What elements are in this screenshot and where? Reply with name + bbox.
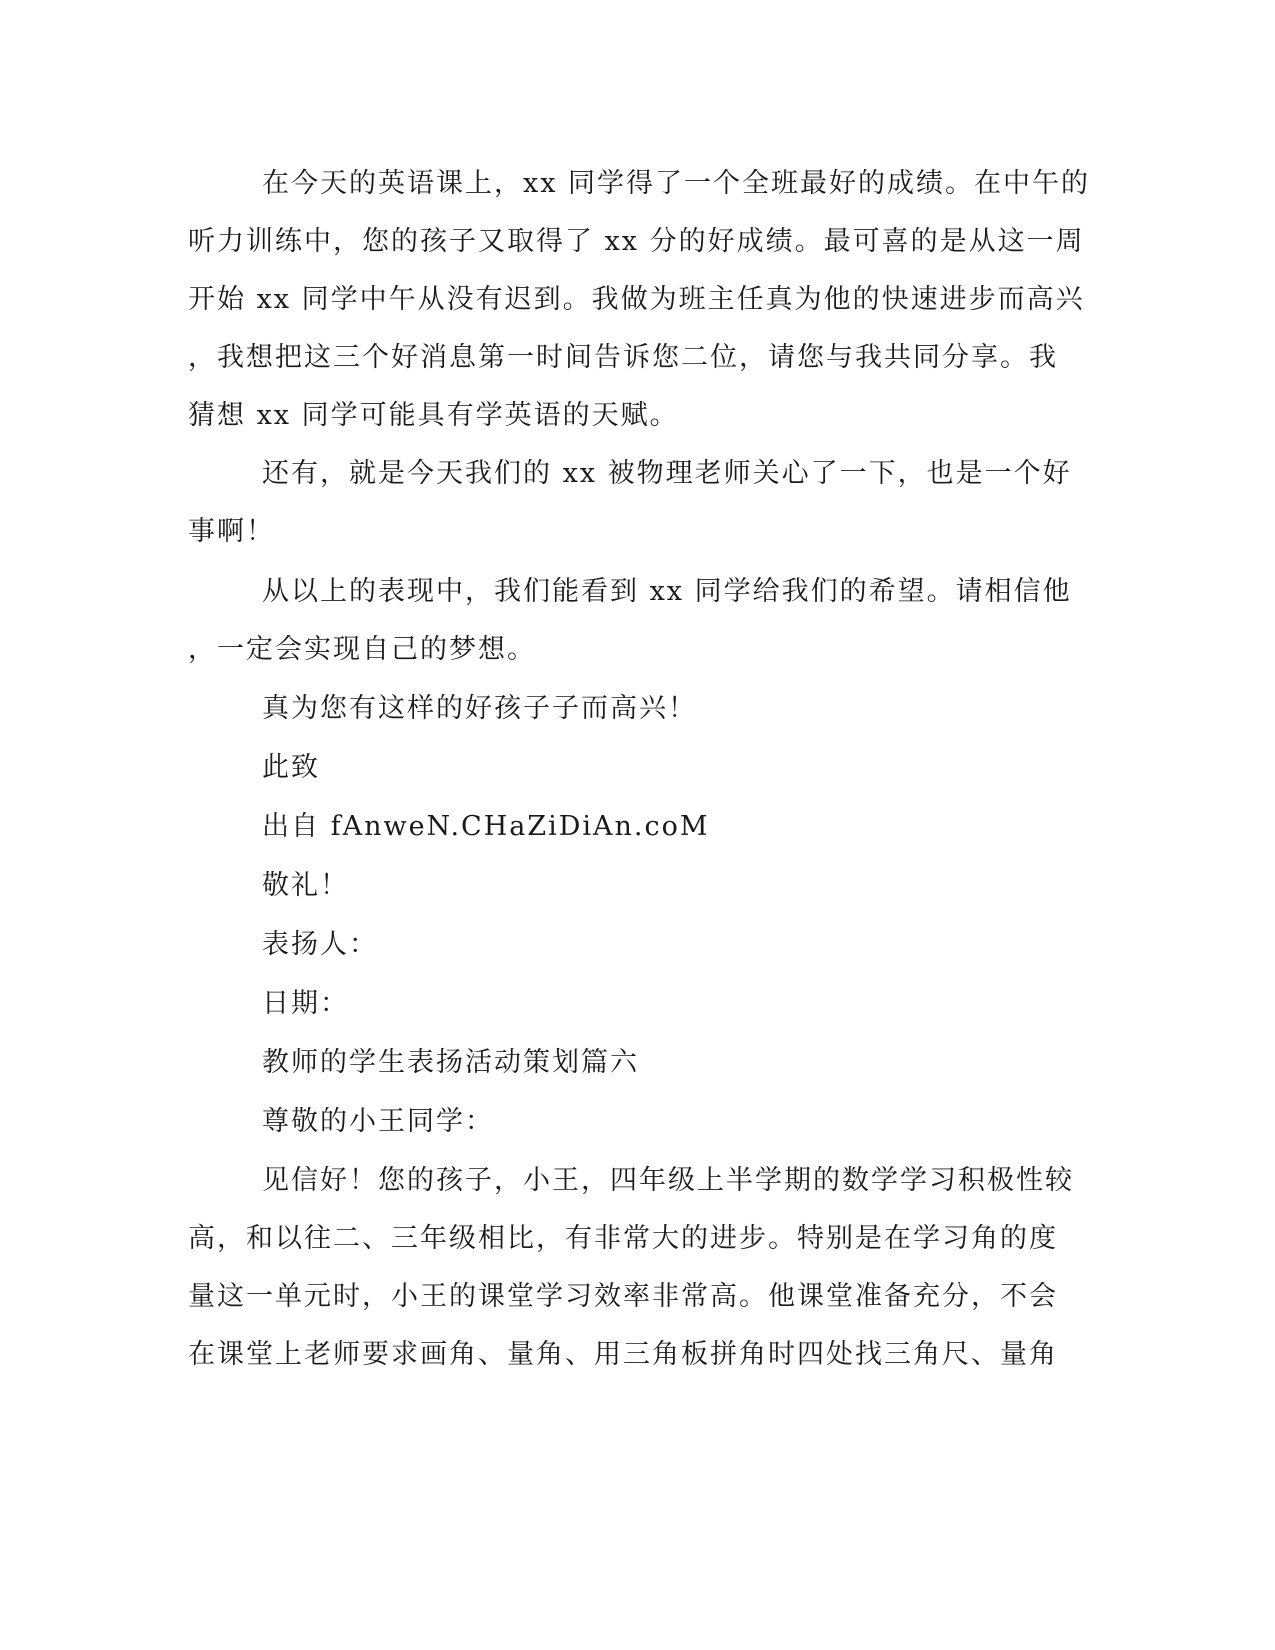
paragraph-1-line-2: 听力训练中，您的孩子又取得了 xx 分的好成绩。最可喜的是从这一周: [188, 226, 1085, 257]
paragraph-1-line-4: ，我想把这三个好消息第一时间告诉您二位，请您与我共同分享。我: [188, 342, 1058, 373]
closing-greeting: 此致: [262, 752, 320, 783]
paragraph-5-line-2: 高，和以往二、三年级相比，有非常大的进步。特别是在学习角的度: [188, 1223, 1058, 1254]
section-heading: 教师的学生表扬活动策划篇六: [262, 1047, 639, 1078]
paragraph-5-line-3: 量这一单元时，小王的课堂学习效率非常高。他课堂准备充分，不会: [188, 1281, 1058, 1312]
paragraph-1-line-1: 在今天的英语课上，xx 同学得了一个全班最好的成绩。在中午的: [262, 168, 1091, 199]
source-note: 出自 fAnweN.CHaZiDiAn.coM: [262, 811, 710, 842]
praiser-label: 表扬人：: [262, 929, 378, 960]
closing-salute: 敬礼！: [262, 870, 349, 901]
paragraph-1-line-3: 开始 xx 同学中午从没有迟到。我做为班主任真为他的快速进步而高兴: [188, 284, 1085, 315]
paragraph-1-line-5: 猜想 xx 同学可能具有学英语的天赋。: [188, 400, 679, 431]
date-label: 日期：: [262, 988, 349, 1019]
paragraph-5-line-4: 在课堂上老师要求画角、量角、用三角板拼角时四处找三角尺、量角: [188, 1339, 1058, 1370]
paragraph-2-line-1: 还有，就是今天我们的 xx 被物理老师关心了一下，也是一个好: [262, 458, 1072, 489]
salutation: 尊敬的小王同学：: [262, 1106, 494, 1137]
paragraph-5-line-1: 见信好！您的孩子，小王，四年级上半学期的数学学习积极性较: [262, 1165, 1074, 1196]
paragraph-3-line-2: ，一定会实现自己的梦想。: [188, 634, 536, 665]
paragraph-4: 真为您有这样的好孩子子而高兴！: [262, 693, 697, 724]
paragraph-2-line-2: 事啊！: [188, 516, 275, 547]
paragraph-3-line-1: 从以上的表现中，我们能看到 xx 同学给我们的希望。请相信他: [262, 576, 1072, 607]
